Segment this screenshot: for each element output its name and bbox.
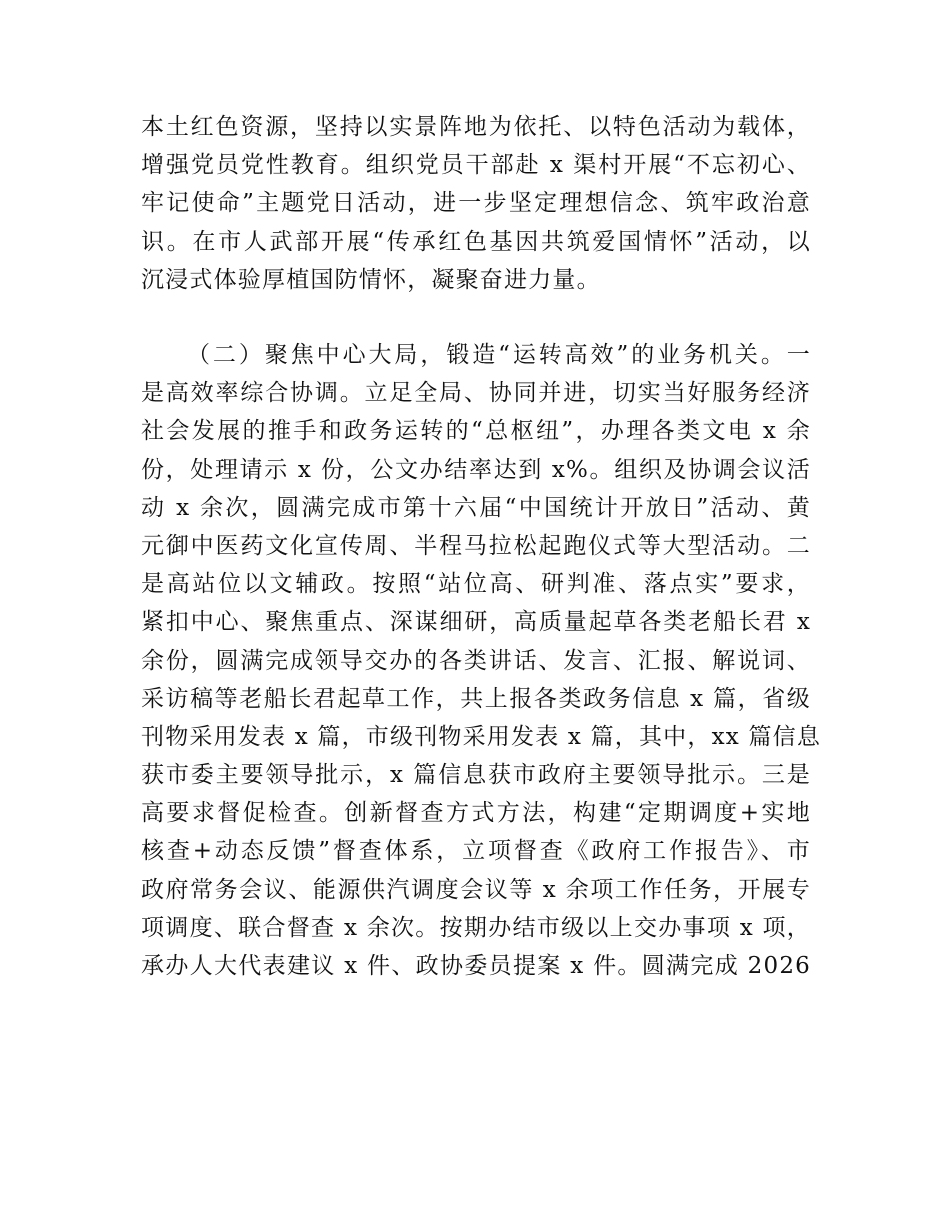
paragraph-line: 是高效率综合协调。立足全局、协同并进，切实当好服务经济 <box>141 380 811 407</box>
paragraph-line: 牢记使命”主题党日活动，进一步坚定理想信念、筑牢政治意 <box>141 190 811 217</box>
paragraph-line: 元御中医药文化宣传周、半程马拉松起跑仪式等大型活动。二 <box>141 532 811 559</box>
paragraph-1 <box>141 108 811 299</box>
paragraph-line: 识。在市人武部开展“传承红色基因共筑爱国情怀”活动，以 <box>141 228 811 255</box>
paragraph-line: 采访稿等老船长君起草工作，共上报各类政务信息 x 篇，省级 <box>141 685 811 712</box>
paragraph-2 <box>141 336 822 985</box>
paragraph-line: 动 x 余次，圆满完成市第十六届“中国统计开放日”活动、黄 <box>141 494 811 521</box>
paragraph-line: 高要求督促检查。创新督查方式方法，构建“定期调度+实地 <box>141 800 811 827</box>
paragraph-line-last: 沉浸式体验厚植国防情怀，凝聚奋进力量。 <box>141 266 601 293</box>
paragraph-line: 社会发展的推手和政务运转的“总枢纽”，办理各类文电 x 余 <box>141 418 811 445</box>
paragraph-line: 获市委主要领导批示，x 篇信息获市政府主要领导批示。三是 <box>141 762 811 789</box>
paragraph-line: 政府常务会议、能源供汽调度会议等 x 余项工作任务，开展专 <box>141 876 811 903</box>
paragraph-line: 承办人大代表建议 x 件、政协委员提案 x 件。圆满完成 2026 <box>141 953 811 979</box>
paragraph-line: 增强党员党性教育。组织党员干部赴 x 渠村开展“不忘初心、 <box>141 152 811 179</box>
paragraph-line: 是高站位以文辅政。按照“站位高、研判准、落点实”要求， <box>141 571 811 598</box>
paragraph-line: 刊物采用发表 x 篇，市级刊物采用发表 x 篇，其中，xx 篇信息 <box>141 723 822 750</box>
paragraph-line: 紧扣中心、聚焦重点、深谋细研，高质量起草各类老船长君 x <box>141 609 811 636</box>
paragraph-line: 项调度、联合督查 x 余次。按期办结市级以上交办事项 x 项， <box>141 914 811 941</box>
paragraph-line: 本土红色资源，坚持以实景阵地为依托、以特色活动为载体， <box>141 114 811 140</box>
paragraph-heading-line: （二）聚焦中心大局，锻造“运转高效”的业务机关。一 <box>187 342 811 368</box>
paragraph-line: 核查+动态反馈”督查体系，立项督查《政府工作报告》、市 <box>141 838 811 865</box>
paragraph-line: 份，处理请示 x 份，公文办结率达到 x%。组织及协调会议活 <box>141 456 811 483</box>
paragraph-line: 余份，圆满完成领导交办的各类讲话、发言、汇报、解说词、 <box>141 647 811 674</box>
